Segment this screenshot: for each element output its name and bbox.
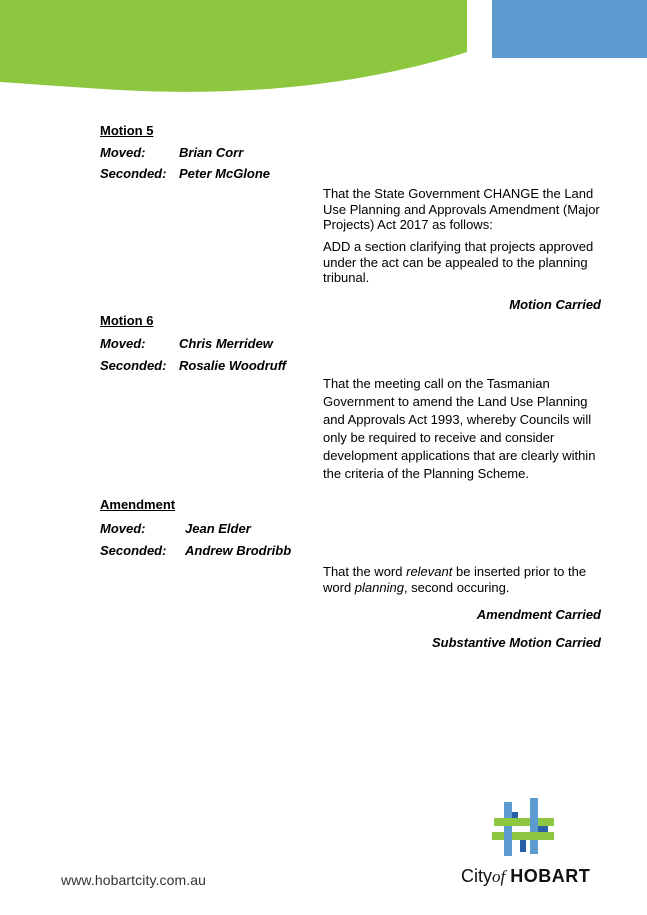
amendment-moved-name: Jean Elder (185, 521, 251, 536)
motion6-moved-name: Chris Merridew (179, 336, 273, 351)
amendment-heading: Amendment (100, 497, 176, 512)
footer-website-url: www.hobartcity.com.au (61, 872, 207, 888)
motion6-seconded-name: Rosalie Woodruff (179, 358, 287, 373)
motion6-paragraph: That the meeting call on the Tasmanian Government to amend the Land Use Planning and Approvals Act 1993, whereby Councils will only be required to receive and consider development applications that are clearly within the criteria of the Planning Scheme. (323, 376, 596, 481)
header-banner (0, 0, 647, 100)
amendment-para-part-c: , second occuring. (403, 579, 510, 595)
motion5-seconded-name: Peter McGlone (179, 166, 271, 181)
motion5-moved-label: Moved: (100, 145, 146, 160)
logo-hobart-word: HOBART (510, 866, 591, 886)
motion5-seconded-label: Seconded: (100, 166, 167, 181)
header-blue-block (492, 0, 647, 58)
motion6-heading: Motion 6 (100, 313, 154, 328)
motion5-heading: Motion 5 (100, 123, 154, 138)
amendment-seconded-name: Andrew Brodribb (185, 543, 292, 558)
amendment-paragraph (323, 564, 603, 595)
motion5-paragraph-1: That the State Government CHANGE the Land Use Planning and Approvals Amendment (Major Projects) Act 2017 as follows: (323, 186, 600, 232)
motion6-seconded-label: Seconded: (100, 358, 167, 373)
amendment-para-em-planning: planning (354, 579, 404, 595)
city-of-hobart-logo-text (461, 866, 590, 887)
amendment-para-part-a: That the word (323, 564, 407, 579)
city-of-hobart-logo-icon (490, 798, 560, 860)
amendment-para-part-b: be inserted prior to the word (323, 564, 587, 595)
motion5-paragraph-2: ADD a section clarifying that projects approved under the act can be appealed to the planning tribunal. (323, 239, 594, 285)
amendment-result: Amendment Carried (476, 607, 601, 622)
amendment-para-em-relevant: relevant (406, 564, 453, 579)
substantive-motion-result: Substantive Motion Carried (431, 635, 601, 650)
amendment-seconded-label: Seconded: (100, 543, 167, 558)
motion5-result: Motion Carried (509, 297, 601, 312)
motion6-moved-label: Moved: (100, 336, 146, 351)
header-green-swoosh (0, 0, 467, 92)
motion5-moved-name: Brian Corr (179, 145, 244, 160)
logo-of-word: of (492, 867, 506, 886)
amendment-moved-label: Moved: (100, 521, 146, 536)
logo-city-word: City (461, 866, 492, 886)
